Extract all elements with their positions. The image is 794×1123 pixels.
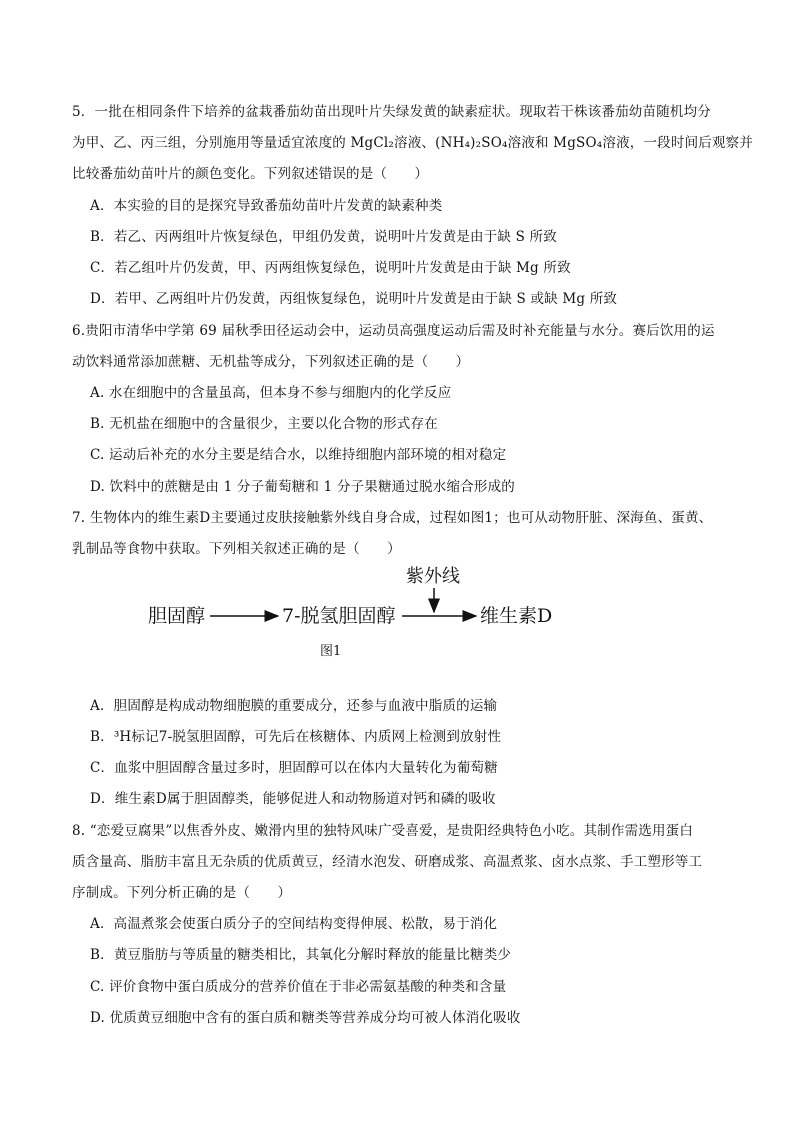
vitamin-d-node: 维生素D [480,605,553,627]
q7-option-d: D．维生素D属于胆固醇类，能够促进人和动物肠道对钙和磷的吸收 [90,791,496,807]
q7-stem-line-2: 乳制品等食物中获取。下列相关叙述正确的是（ ） [72,541,401,557]
q8-option-c: C. 评价食物中蛋白质成分的营养价值在于非必需氨基酸的种类和含量 [90,979,507,995]
q5-option-a: A．本实验的目的是探究导致番茄幼苗叶片发黄的缺素种类 [90,198,443,214]
dehydrocholesterol-node: 7-脱氢胆固醇 [282,605,396,627]
figure-1-pathway-diagram [140,560,570,660]
q6-option-b: B. 无机盐在细胞中的含量很少，主要以化合物的形式存在 [90,416,438,432]
q7-stem-line-1: 7. 生物体内的维生素D主要通过皮肤接触紫外线自身合成，过程如图1；也可从动物肝脏、深海鱼、蛋黄、 [72,510,713,526]
q8-option-d: D. 优质黄豆细胞中含有的蛋白质和糖类等营养成分均可被人体消化吸收 [90,1010,521,1026]
q7-option-b: B．³H标记7-脱氢胆固醇，可先后在核糖体、内质网上检测到放射性 [90,729,502,745]
q6-option-d: D. 饮料中的蔗糖是由 1 分子葡萄糖和 1 分子果糖通过脱水缩合形成的 [90,479,515,495]
q8-option-b: B．黄豆脂肪与等质量的糖类相比，其氧化分解时释放的能量比糖类少 [90,947,512,963]
q6-stem-line-2: 动饮料通常添加蔗糖、无机盐等成分，下列叙述正确的是（ ） [72,354,470,370]
q6-stem-line-1: 6.贵阳市清华中学第 69 届秋季田径运动会中，运动员高强度运动后需及时补充能量与水分。赛后饮用的运 [72,323,715,339]
q8-stem-line-3: 序制成。下列分析正确的是（ ） [72,885,292,901]
q8-option-a: A．高温煮浆会使蛋白质分子的空间结构变得伸展、松散，易于消化 [90,916,498,932]
q5-option-b: B．若乙、丙两组叶片恢复绿色，甲组仍发黄，说明叶片发黄是由于缺 S 所致 [90,229,557,245]
q5-option-c: C．若乙组叶片仍发黄，甲、丙两组恢复绿色，说明叶片发黄是由于缺 Mg 所致 [90,260,571,276]
q8-stem-line-2: 质含量高、脂肪丰富且无杂质的优质黄豆，经清水泡发、研磨成浆、高温煮浆、卤水点浆、手工塑形等工 [72,854,703,870]
uv-label: 紫外线 [406,566,460,587]
q5-stem-line-2: 为甲、乙、丙三组，分别施用等量适宜浓度的 MgCl₂溶液、(NH₄)₂SO₄溶液和 MgSO₄溶液，一段时间后观察并 [72,135,754,151]
figure-caption: 图1 [320,644,342,659]
q5-stem-line-1: 5．一批在相同条件下培养的盆栽番茄幼苗出现叶片失绿发黄的缺素症状。现取若干株该番茄幼苗随机均分 [72,104,711,120]
q5-option-d: D．若甲、乙两组叶片仍发黄，丙组恢复绿色，说明叶片发黄是由于缺 S 或缺 Mg 所致 [90,291,618,307]
q6-option-c: C. 运动后补充的水分主要是结合水，以维持细胞内部环境的相对稳定 [90,447,507,463]
q6-option-a: A. 水在细胞中的含量虽高，但本身不参与细胞内的化学反应 [90,385,452,401]
q8-stem-line-1: 8. “恋爱豆腐果”以焦香外皮、嫩滑内里的独特风味广受喜爱，是贵阳经典特色小吃。其制作需选用蛋白 [72,823,694,839]
cholesterol-node: 胆固醇 [148,605,206,627]
q7-option-a: A．胆固醇是构成动物细胞膜的重要成分，还参与血液中脂质的运输 [90,698,498,714]
q7-option-c: C．血浆中胆固醇含量过多时，胆固醇可以在体内大量转化为葡萄糖 [90,760,498,776]
q5-stem-line-3: 比较番茄幼苗叶片的颜色变化。下列叙述错误的是（ ） [72,166,429,182]
